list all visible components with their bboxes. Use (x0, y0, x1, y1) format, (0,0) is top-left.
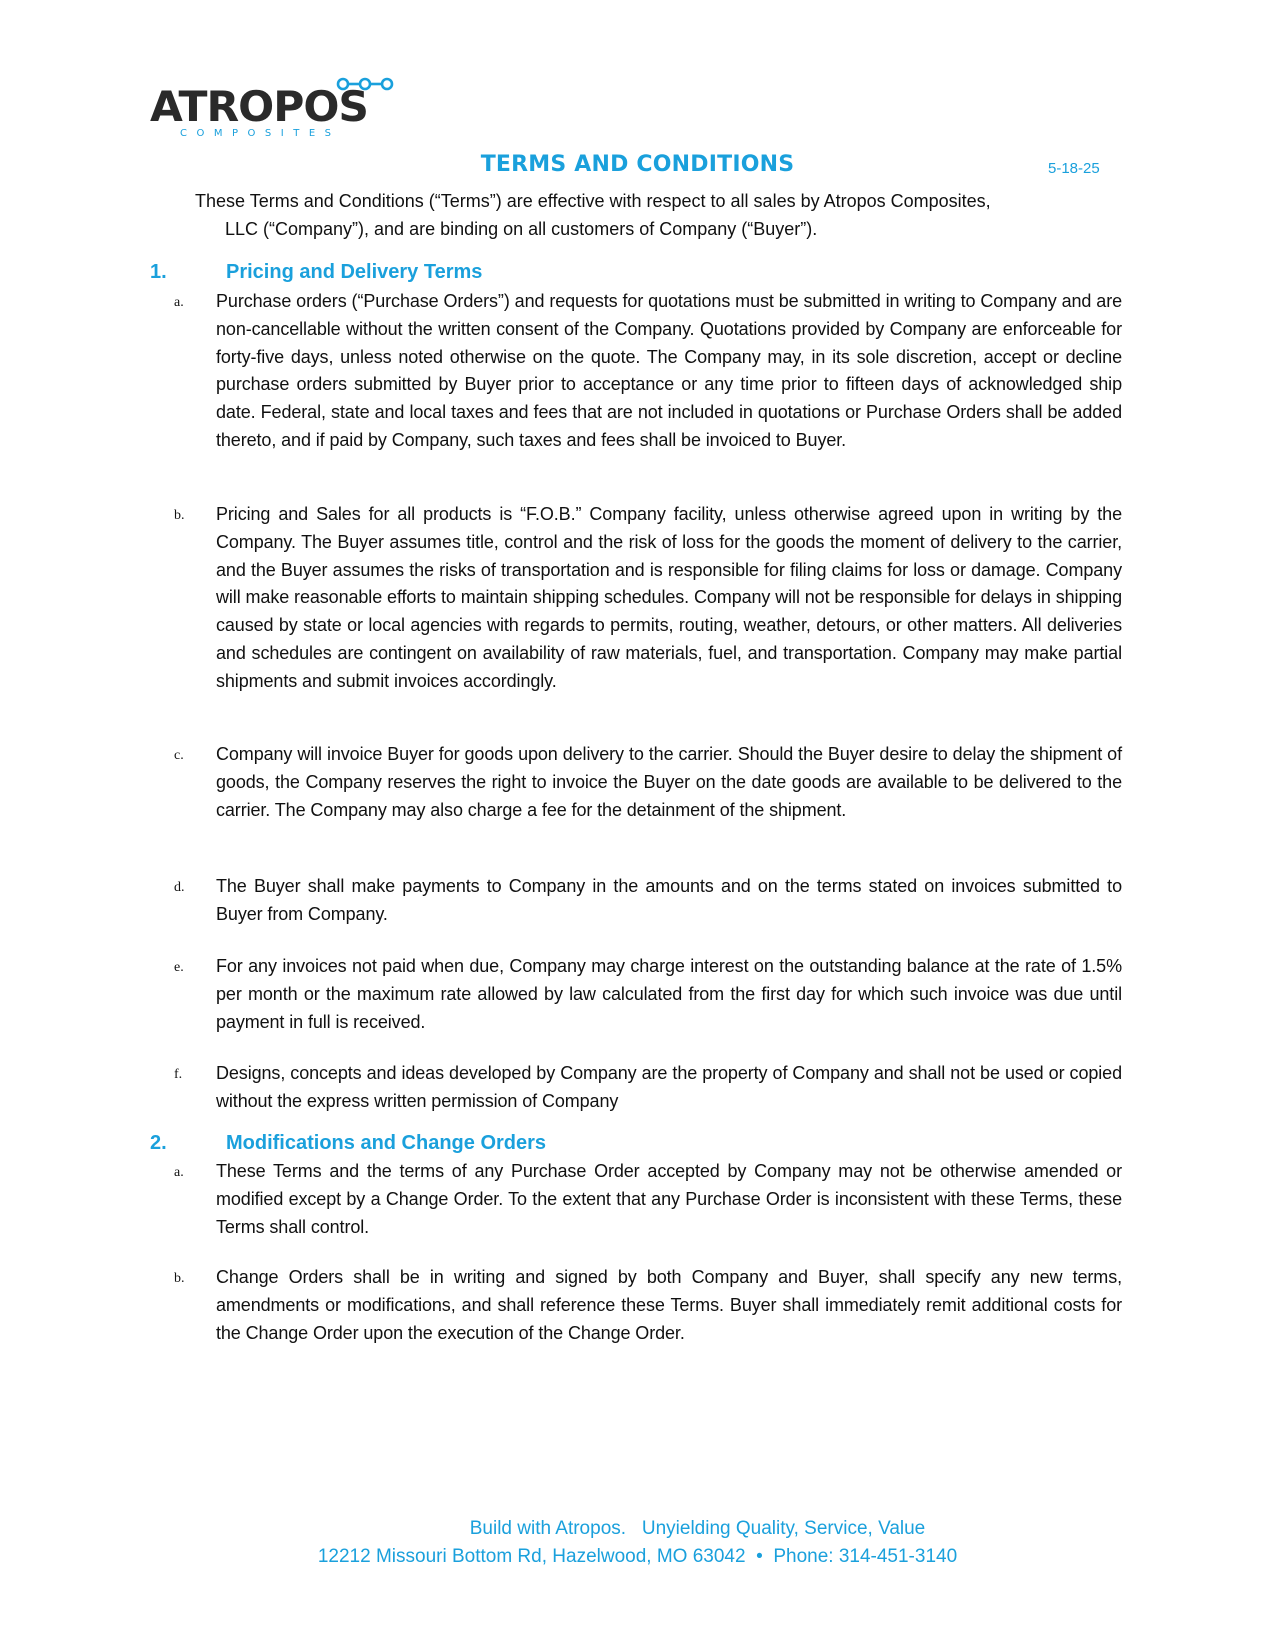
clause-text: Company will invoice Buyer for goods upon delivery to the carrier. Should the Buyer desire to delay the shipment of goods, the Company reserves the right to invoice the Buyer on the date goods are available to be delivered to the carrier. The Company may also charge a fee for the detainment of the shipment. (216, 744, 1122, 820)
clause-text: Purchase orders (“Purchase Orders”) and requests for quotations must be submitted in writing to Company and are non-cancellable without the written consent of the Company. Quotations provided by Company are enforceable for forty-five days, unless noted otherwise on the quote. The Company may, in its sole discretion, accept or decline purchase orders submitted by Buyer prior to acceptance or any time prior to fifteen days of acknowledged ship date. Federal, state and local taxes and fees that are not included in quotations or Purchase Orders shall be added thereto, and if paid by Company, such taxes and fees shall be invoiced to Buyer. (216, 291, 1122, 450)
section-title: Pricing and Delivery Terms (226, 261, 483, 283)
section-title: Modifications and Change Orders (226, 1132, 547, 1154)
clause-1c (174, 741, 1122, 824)
document-date: 5-18-25 (1048, 160, 1100, 177)
clause-letter: a. (174, 295, 184, 310)
clause-letter: b. (174, 508, 185, 523)
clause-text: The Buyer shall make payments to Company in the amounts and on the terms stated on invoices submitted to Buyer from Company. (216, 876, 1122, 924)
svg-text:COMPOSITES: COMPOSITES (180, 128, 340, 139)
clause-letter: d. (174, 880, 185, 895)
clause-text: These Terms and the terms of any Purchase Order accepted by Company may not be otherwise amended or modified except by a Change Order. To the extent that any Purchase Order is inconsistent with these Terms, these Terms shall control. (216, 1161, 1122, 1237)
section-1-heading (150, 261, 482, 284)
svg-text:ATROPOS: ATROPOS (150, 82, 368, 131)
clause-1f (174, 1060, 1122, 1116)
clause-letter: b. (174, 1271, 185, 1286)
clause-text: Change Orders shall be in writing and signed by both Company and Buyer, shall specify any new terms, amendments or modifications, and shall reference these Terms. Buyer shall immediately remit additional costs for the Change Order upon the execution of the Change Order. (216, 1267, 1122, 1343)
clause-letter: c. (174, 748, 184, 763)
page-title: TERMS AND CONDITIONS (480, 152, 795, 177)
clause-1d (174, 873, 1122, 929)
clause-1e (174, 953, 1122, 1036)
footer-tagline: Build with Atropos. Unyielding Quality, Service, Value (469, 1518, 926, 1539)
section-2-heading (150, 1132, 546, 1155)
clause-text: Pricing and Sales for all products is “F.O.B.” Company facility, unless otherwise agreed upon in writing by the Company. The Buyer assumes title, control and the risk of loss for the goods the moment of delivery to the carrier, and the Buyer assumes the risks of transportation and is responsible for filing claims for loss or damage. Company will make reasonable efforts to maintain shipping schedules. Company will not be responsible for delays in shipping caused by state or local agencies with regards to permits, routing, weather, detours, or other matters. All deliveries and schedules are contingent on availability of raw materials, fuel, and transportation. Company may make partial shipments and submit invoices accordingly. (216, 504, 1122, 691)
intro-paragraph (195, 187, 1125, 243)
intro-line-2: LLC (“Company”), and are binding on all customers of Company (“Buyer”). (225, 219, 818, 239)
clause-letter: a. (174, 1165, 184, 1180)
clause-text: Designs, concepts and ideas developed by Company are the property of Company and shall not be used or copied without the express written permission of Company (216, 1063, 1122, 1111)
clause-letter: f. (174, 1067, 183, 1082)
company-logo (150, 74, 420, 144)
clause-1b (174, 501, 1122, 696)
clause-2a (174, 1158, 1122, 1241)
clause-letter: e. (174, 960, 184, 975)
intro-line-1: These Terms and Conditions (“Terms”) are effective with respect to all sales by Atropos Composites, (195, 191, 991, 211)
section-number: 1. (150, 261, 167, 283)
footer-address: 12212 Missouri Bottom Rd, Hazelwood, MO 63042 • Phone: 314-451-3140 (317, 1546, 958, 1567)
clause-1a (174, 288, 1122, 455)
clause-text: For any invoices not paid when due, Company may charge interest on the outstanding balance at the rate of 1.5% per month or the maximum rate allowed by law calculated from the first day for which such invoice was due until payment in full is received. (216, 956, 1122, 1032)
clause-2b (174, 1264, 1122, 1347)
section-number: 2. (150, 1132, 167, 1154)
